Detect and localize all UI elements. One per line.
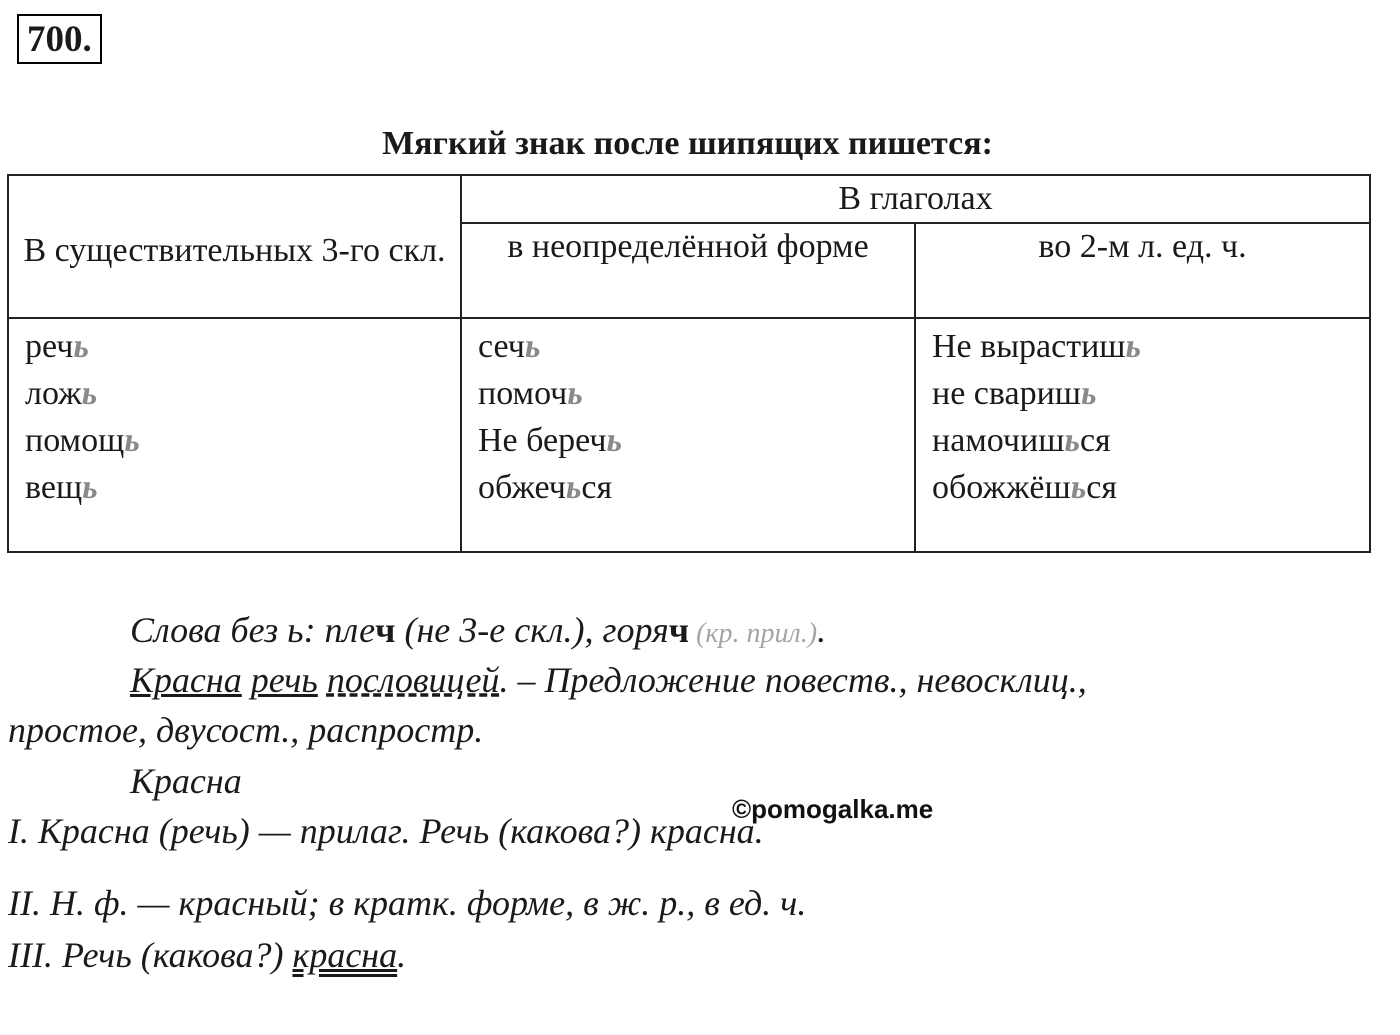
word-item: сечь bbox=[478, 328, 541, 365]
rules-table bbox=[7, 174, 1371, 553]
header-second-person: во 2-м л. ед. ч. bbox=[915, 223, 1370, 318]
note-exceptions: Слова без ь: плеч (не 3-е скл.), горяч (кр. прил.). bbox=[130, 610, 827, 650]
word-item: помочь bbox=[478, 375, 583, 412]
word-item: намочишься bbox=[932, 422, 1111, 459]
predicate-word: Красна bbox=[130, 660, 242, 700]
header-infinitive: в неопределённой форме bbox=[461, 223, 915, 318]
parse-step-1: I. Красна (речь) — прилаг. Речь (какова?) красна. bbox=[8, 811, 764, 851]
word-item: ложь bbox=[25, 375, 98, 412]
header-verbs: В глаголах bbox=[461, 175, 1370, 223]
subject-word: речь bbox=[250, 660, 318, 700]
watermark: ©pomogalka.me bbox=[732, 794, 934, 824]
word-item: обожжёшься bbox=[932, 469, 1117, 506]
word-item: вещь bbox=[25, 469, 98, 506]
column-nouns bbox=[8, 318, 461, 552]
word-item: обжечься bbox=[478, 469, 613, 506]
table-title: Мягкий знак после шипящих пишется: bbox=[382, 125, 993, 162]
word-item: не сваришь bbox=[932, 375, 1097, 412]
word-item: помощь bbox=[25, 422, 140, 459]
parse-word: Красна bbox=[130, 761, 242, 801]
column-second-person bbox=[915, 318, 1370, 552]
parse-step-2: II. Н. ф. — красный; в кратк. форме, в ж. р., в ед. ч. bbox=[8, 883, 807, 923]
word-item: Не беречь bbox=[478, 422, 622, 459]
sentence-analysis: Красна речь пословицей. – Предложение повеств., невосклиц., bbox=[130, 660, 1087, 700]
header-nouns: В существительных 3-го скл. bbox=[8, 175, 461, 318]
exercise-number: 700. bbox=[17, 14, 102, 64]
column-infinitive bbox=[461, 318, 915, 552]
parse-step-3: III. Речь (какова?) красна. bbox=[8, 935, 407, 975]
sentence-analysis-cont: простое, двусост., распростр. bbox=[8, 710, 484, 750]
word-item: речь bbox=[25, 328, 89, 365]
word-item: Не вырастишь bbox=[932, 328, 1142, 365]
object-word: пословицей bbox=[326, 660, 500, 700]
